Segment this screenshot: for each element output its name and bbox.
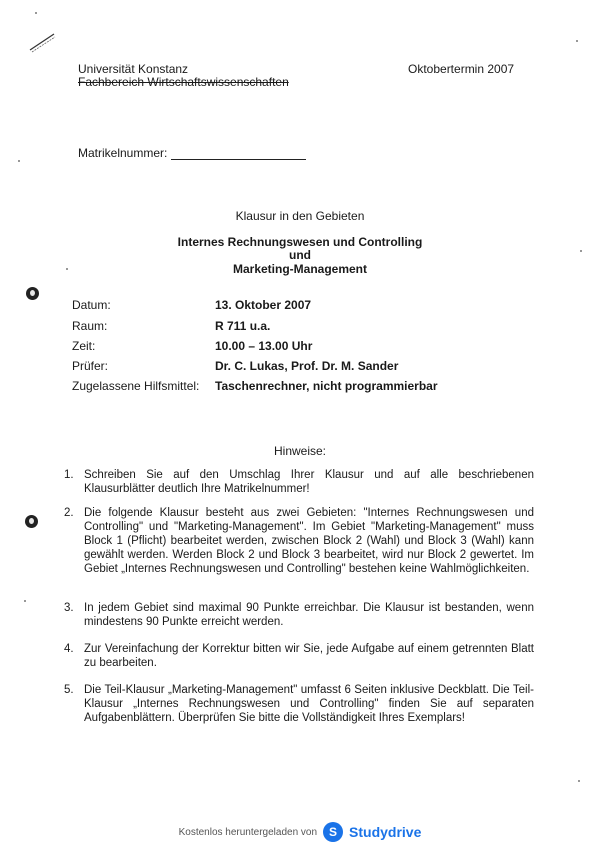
notes-list [64, 468, 534, 496]
download-footer[interactable] [0, 820, 600, 844]
studydrive-logo-icon: S [323, 822, 343, 842]
punch-hole-icon [26, 287, 39, 300]
info-label-room: Raum: [72, 319, 108, 333]
notes-list [64, 506, 534, 576]
scan-speck [35, 12, 37, 14]
info-label-examiner: Prüfer: [72, 359, 109, 373]
note-number: 5. [64, 684, 74, 696]
scan-speck [576, 40, 578, 42]
note-number: 3. [64, 602, 74, 614]
info-label-date: Datum: [72, 298, 111, 312]
notes-heading: Hinweise: [273, 444, 327, 458]
info-label-aids: Zugelassene Hilfsmittel: [72, 379, 200, 393]
note-text: Die folgende Klausur besteht aus zwei Gebieten: "Internes Rechnungswesen und Controlling" und "Marketing-Management". Im Gebiet "Marketing-Management" muss Block 1 (Pflicht) bearbeitet werden, zwischen Block 2 (Wahl) und Block 3 (Wahl) kann gewählt werden. Werden Block 2 und Block 3 bearbeitet, wird nur Block 2 gewertet. Im Gebiet „Internes Rechnungswesen und Controlling" bestehen keine Wahlmöglichkeiten. [84, 507, 534, 575]
note-text: Zur Vereinfachung der Korrektur bitten wir Sie, jede Aufgabe auf einem getrennten Blatt zu bearbeiten. [84, 643, 534, 669]
notes-list [64, 683, 534, 725]
scan-speck [18, 160, 20, 162]
exam-conjunction: und [289, 248, 311, 262]
note-text: Die Teil-Klausur „Marketing-Management" umfasst 6 Seiten inklusive Deckblatt. Die Teil-Klausur „Internes Rechnungswesen und Controlling" finden Sie auf separaten Aufgabenblättern. Überprüfen Sie bitte die Vollständigkeit Ihres Exemplars! [84, 684, 534, 724]
note-item [64, 683, 534, 725]
info-label-time: Zeit: [72, 339, 96, 353]
note-item [64, 506, 534, 576]
info-value-examiner: Dr. C. Lukas, Prof. Dr. M. Sander [215, 359, 399, 373]
note-number: 1. [64, 469, 74, 481]
notes-list [64, 642, 534, 670]
pen-mark-icon [28, 30, 58, 54]
exam-subject-2: Marketing-Management [232, 262, 368, 276]
note-number: 2. [64, 507, 74, 519]
scan-speck [578, 780, 580, 782]
note-number: 4. [64, 643, 74, 655]
exam-intro: Klausur in den Gebieten [235, 209, 365, 223]
notes-list [64, 601, 534, 629]
punch-hole-icon [25, 515, 38, 528]
footer-text: Kostenlos heruntergeladen von [178, 826, 318, 838]
info-value-aids: Taschenrechner, nicht programmierbar [215, 379, 438, 393]
note-item [64, 468, 534, 496]
note-item [64, 601, 534, 629]
student-id-label: Matrikelnummer: [78, 146, 168, 160]
student-id-row [78, 146, 306, 160]
info-value-room: R 711 u.a. [215, 319, 271, 333]
student-id-field[interactable] [171, 146, 306, 160]
scan-speck [24, 600, 26, 602]
exam-subject-1: Internes Rechnungswesen und Controlling [177, 235, 423, 249]
info-value-time: 10.00 – 13.00 Uhr [215, 339, 313, 353]
note-text: In jedem Gebiet sind maximal 90 Punkte erreichbar. Die Klausur ist bestanden, wenn mindestens 90 Punkte erreicht werden. [84, 602, 534, 628]
note-text: Schreiben Sie auf den Umschlag Ihrer Klausur und auf alle beschriebenen Klausurblätter deutlich Ihre Matrikelnummer! [84, 469, 534, 495]
university-name: Universität Konstanz [78, 62, 189, 76]
note-item [64, 642, 534, 670]
department-name: Fachbereich Wirtschaftswissenschaften [78, 75, 289, 89]
exam-term: Oktobertermin 2007 [408, 62, 515, 76]
studydrive-brand[interactable]: Studydrive [349, 824, 422, 840]
info-value-date: 13. Oktober 2007 [215, 298, 312, 312]
